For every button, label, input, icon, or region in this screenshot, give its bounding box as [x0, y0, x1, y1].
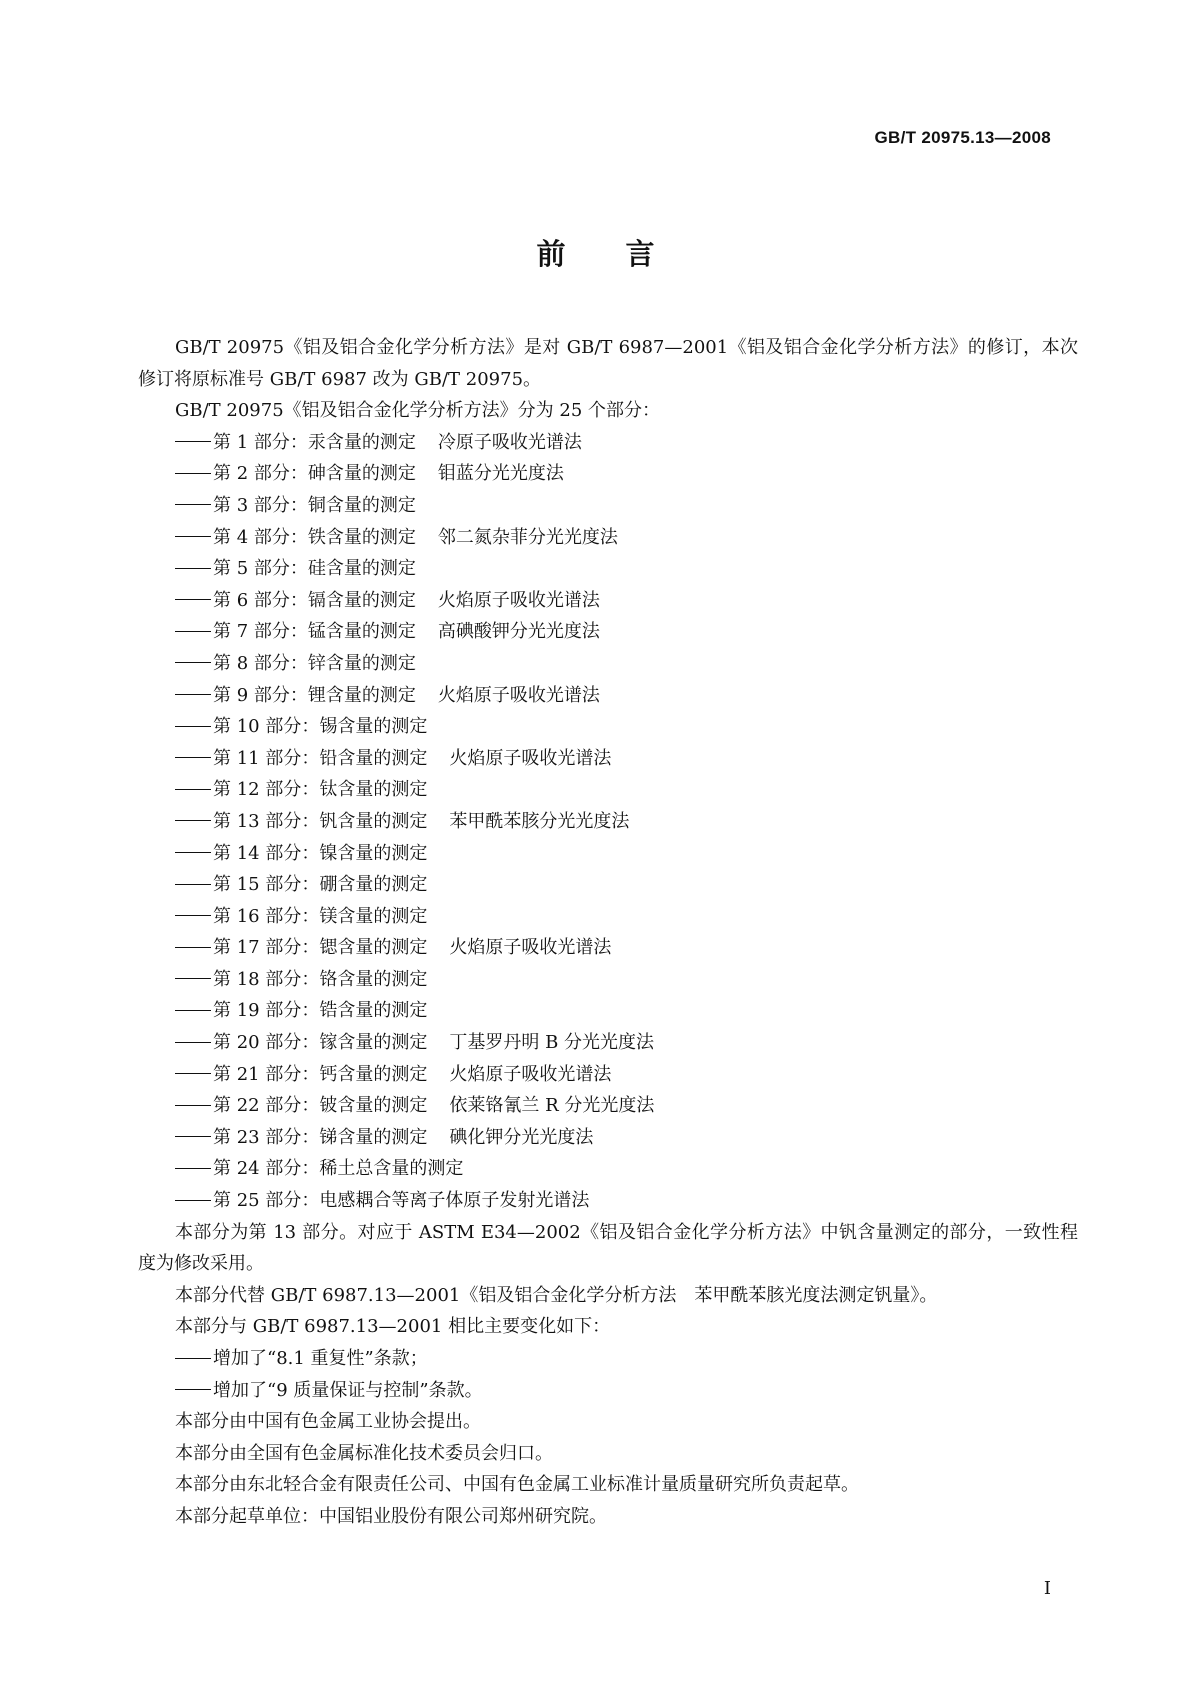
- dash-mark: [175, 1200, 211, 1201]
- part-label: 第 3 部分：铜含量的测定: [213, 494, 416, 516]
- dash-mark: [175, 1105, 211, 1106]
- part-list-item: [138, 901, 1078, 933]
- part-method: 钼蓝分光光度法: [437, 463, 564, 485]
- part-label: 第 10 部分：锡含量的测定: [213, 716, 428, 738]
- part-method: 苯甲酰苯胲分光光度法: [449, 810, 630, 832]
- dash-mark: [175, 504, 211, 505]
- dash-mark: [175, 536, 211, 537]
- closing-paragraph-4: 本部分由中国有色金属工业协会提出。: [175, 1411, 481, 1433]
- closing-paragraph-7: 本部分起草单位：中国铝业股份有限公司郑州研究院。: [175, 1505, 607, 1527]
- parts-list: [138, 427, 1078, 1217]
- part-label: 第 22 部分：铍含量的测定: [213, 1095, 428, 1117]
- part-label: 第 2 部分：砷含量的测定: [213, 463, 416, 485]
- dash-mark: [175, 1358, 211, 1359]
- dash-mark: [175, 631, 211, 632]
- part-method: 依莱铬氰兰 R 分光光度法: [449, 1095, 655, 1117]
- dash-mark: [175, 1042, 211, 1043]
- part-method: 邻二氮杂菲分光光度法: [437, 526, 618, 548]
- dash-mark: [175, 1168, 211, 1169]
- part-label: 第 4 部分：铁含量的测定: [213, 526, 416, 548]
- part-list-item: [138, 648, 1078, 680]
- dash-mark: [175, 947, 211, 948]
- part-label: 第 25 部分：电感耦合等离子体原子发射光谱法: [213, 1190, 590, 1212]
- closing-paragraph-3: 本部分与 GB/T 6987.13—2001 相比主要变化如下：: [175, 1316, 611, 1338]
- dash-mark: [175, 757, 211, 758]
- dash-mark: [175, 789, 211, 790]
- part-label: 第 12 部分：钛含量的测定: [213, 779, 428, 801]
- dash-mark: [175, 1136, 211, 1137]
- dash-mark: [175, 473, 211, 474]
- dash-mark: [175, 694, 211, 695]
- dash-mark: [175, 884, 211, 885]
- part-list-item: [138, 585, 1078, 617]
- part-list-item: [138, 1059, 1078, 1091]
- intro-paragraph-2: GB/T 20975《铝及铝合金化学分析方法》分为 25 个部分：: [175, 400, 661, 422]
- dash-mark: [175, 1073, 211, 1074]
- dash-mark: [175, 599, 211, 600]
- part-label: 第 5 部分：硅含量的测定: [213, 558, 416, 580]
- change-item-1: [138, 1343, 1078, 1375]
- part-method: 火焰原子吸收光谱法: [449, 1063, 612, 1085]
- part-method: 高碘酸钾分光光度法: [437, 621, 600, 643]
- part-list-item: [138, 1090, 1078, 1122]
- part-label: 第 20 部分：镓含量的测定: [213, 1032, 428, 1054]
- closing-paragraph-1: 本部分为第 13 部分。对应于 ASTM E34—2002《铝及铝合金化学分析方法》中钒含量测定的部分，一致性程度为修改采用。: [138, 1221, 1078, 1275]
- dash-mark: [175, 568, 211, 569]
- page-title-char-2: 言: [625, 237, 655, 271]
- part-label: 第 7 部分：锰含量的测定: [213, 621, 416, 643]
- page-number: I: [1043, 1578, 1051, 1599]
- part-label: 第 13 部分：钒含量的测定: [213, 810, 428, 832]
- part-label: 第 23 部分：锑含量的测定: [213, 1126, 428, 1148]
- part-method: 火焰原子吸收光谱法: [437, 589, 600, 611]
- intro-paragraph-1: GB/T 20975《铝及铝合金化学分析方法》是对 GB/T 6987—2001《铝及铝合金化学分析方法》的修订，本次修订将原标准号 GB/T 6987 改为 GB/T 20975。: [138, 337, 1078, 390]
- part-label: 第 21 部分：钙含量的测定: [213, 1063, 428, 1085]
- part-method: 火焰原子吸收光谱法: [437, 684, 600, 706]
- part-label: 第 19 部分：锆含量的测定: [213, 1000, 428, 1022]
- closing-paragraph-5: 本部分由全国有色金属标准化技术委员会归口。: [175, 1442, 553, 1464]
- part-list-item: [138, 458, 1078, 490]
- part-label: 第 1 部分：汞含量的测定: [213, 431, 416, 453]
- closing-paragraph-2: 本部分代替 GB/T 6987.13—2001《铝及铝合金化学分析方法 苯甲酰苯胲光度法测定钒量》。: [175, 1284, 938, 1306]
- part-label: 第 8 部分：锌含量的测定: [213, 652, 416, 674]
- dash-mark: [175, 1010, 211, 1011]
- part-list-item: [138, 743, 1078, 775]
- part-method: 火焰原子吸收光谱法: [449, 747, 612, 769]
- part-list-item: [138, 522, 1078, 554]
- page-title-char-1: 前: [536, 237, 566, 271]
- part-label: 第 9 部分：锂含量的测定: [213, 684, 416, 706]
- part-label: 第 24 部分：稀土总含量的测定: [213, 1158, 464, 1180]
- dash-mark: [175, 852, 211, 853]
- part-list-item: [138, 932, 1078, 964]
- part-list-item: [138, 427, 1078, 459]
- part-list-item: [138, 964, 1078, 996]
- dash-mark: [175, 441, 211, 442]
- dash-mark: [175, 915, 211, 916]
- part-label: 第 15 部分：硼含量的测定: [213, 874, 428, 896]
- part-list-item: [138, 838, 1078, 870]
- part-list-item: [138, 680, 1078, 712]
- part-list-item: [138, 995, 1078, 1027]
- part-list-item: [138, 1122, 1078, 1154]
- part-label: 第 18 部分：铬含量的测定: [213, 968, 428, 990]
- part-method: 碘化钾分光光度法: [449, 1126, 594, 1148]
- part-method: 冷原子吸收光谱法: [437, 431, 582, 453]
- page-title: [0, 232, 1191, 273]
- dash-mark: [175, 662, 211, 663]
- dash-mark: [175, 726, 211, 727]
- dash-mark: [175, 978, 211, 979]
- change-item-text: 增加了“8.1 重复性”条款；: [213, 1348, 428, 1369]
- change-item-text: 增加了“9 质量保证与控制”条款。: [213, 1379, 483, 1401]
- part-list-item: [138, 1027, 1078, 1059]
- part-list-item: [138, 1185, 1078, 1217]
- part-list-item: [138, 774, 1078, 806]
- closing-paragraph-6: 本部分由东北轻合金有限责任公司、中国有色金属工业标准计量质量研究所负责起草。: [175, 1474, 859, 1496]
- part-label: 第 16 部分：镁含量的测定: [213, 905, 428, 927]
- part-list-item: [138, 711, 1078, 743]
- part-method: 丁基罗丹明 B 分光光度法: [449, 1032, 655, 1054]
- part-list-item: [138, 869, 1078, 901]
- part-label: 第 14 部分：镍含量的测定: [213, 842, 428, 864]
- part-list-item: [138, 553, 1078, 585]
- dash-mark: [175, 820, 211, 821]
- part-list-item: [138, 1153, 1078, 1185]
- part-list-item: [138, 490, 1078, 522]
- dash-mark: [175, 1389, 211, 1390]
- part-method: 火焰原子吸收光谱法: [449, 937, 612, 959]
- foreword-body: [138, 332, 1078, 1533]
- part-label: 第 11 部分：铅含量的测定: [213, 747, 428, 769]
- change-item-2: [138, 1375, 1078, 1407]
- part-list-item: [138, 806, 1078, 838]
- part-label: 第 17 部分：锶含量的测定: [213, 937, 428, 959]
- part-label: 第 6 部分：镉含量的测定: [213, 589, 416, 611]
- standard-code: GB/T 20975.13—2008: [874, 128, 1051, 147]
- part-list-item: [138, 616, 1078, 648]
